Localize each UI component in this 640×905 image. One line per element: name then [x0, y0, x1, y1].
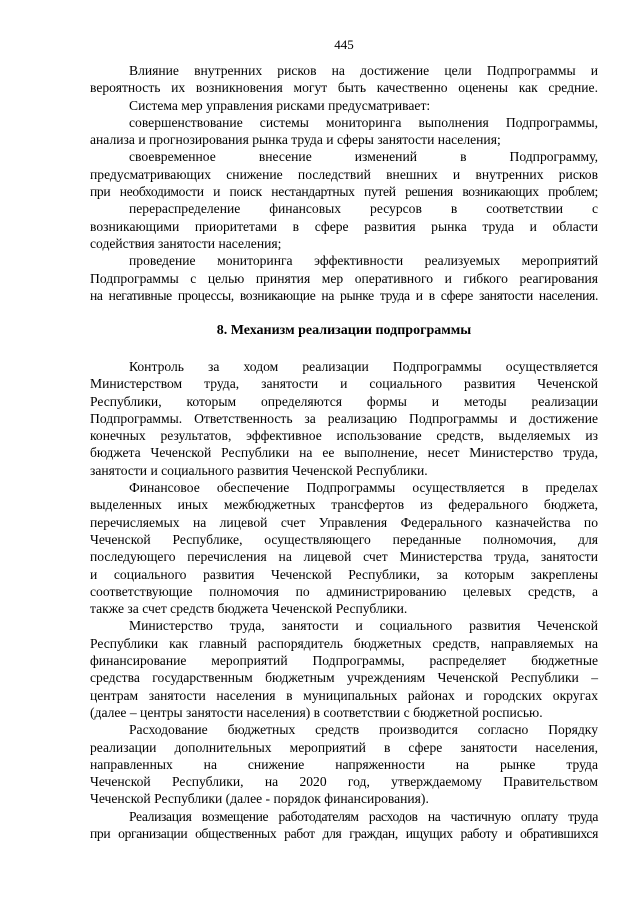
text-line: финансирование мероприятий Подпрограммы, распределяет бюджетные — [90, 653, 598, 669]
page-number: 445 — [334, 37, 354, 52]
text-line: Министерством труда, занятости и социального развития Чеченской — [90, 376, 598, 392]
text-line: анализа и прогнозирования рынка труда и сферы занятости населения; — [90, 132, 501, 148]
text-line: вероятность их возникновения могут быть качественно оценены как средние. — [90, 80, 598, 96]
text-line: направленных на снижение напряженности на рынке труда — [90, 756, 598, 772]
risk-management-section — [90, 62, 598, 304]
text-line: возникающими приоритетами в сфере развития рынка труда и области — [90, 218, 598, 234]
text-line: Влияние внутренних рисков на достижение цели Подпрограммы и — [129, 63, 598, 78]
section-heading: 8. Механизм реализации подпрограммы — [216, 323, 472, 338]
text-line: конечных результатов, эффективное использование средств, выделяемых из — [90, 428, 598, 444]
text-line: содействия занятости населения; — [90, 235, 282, 251]
text-line: Расходование бюджетных средств производится согласно Порядку — [129, 722, 598, 738]
text-line: центрам занятости населения в муниципальных районах и городских округах — [90, 687, 598, 703]
text-line: проведение мониторинга эффективности реализуемых мероприятий — [129, 253, 598, 269]
text-line: реализации дополнительных мероприятий в сфере занятости населения, — [90, 739, 598, 755]
text-line: на негативные процессы, возникающие на рынке труда и в сфере занятости населения. — [90, 287, 598, 303]
text-line: Чеченской Республики, на 2020 год, утверждаемому Правительством — [90, 774, 598, 790]
text-line: Реализация возмещение работодателям расходов на частичную оплату труда — [129, 808, 598, 824]
text-line: занятости и социального развития Чеченской Республики. — [90, 462, 428, 478]
section-heading-block — [90, 322, 598, 339]
text-line: средства государственным бюджетным учреждениям Чеченской Республики – — [90, 670, 598, 686]
text-line: перераспределение финансовых ресурсов в соответствии с — [129, 201, 598, 217]
text-line: Подпрограммы с целью принятия мер оперативного и гибкого реагирования — [90, 270, 598, 286]
text-line: Чеченской Республики (далее - порядок финансирования). — [90, 791, 429, 807]
text-line: Контроль за ходом реализации Подпрограммы осуществляется — [129, 359, 598, 374]
mechanism-section — [90, 358, 598, 842]
text-line: и социального развития Чеченской Республики, за которым закреплены — [90, 566, 598, 582]
text-line: выделенных иных межбюджетных трансфертов из федерального бюджета, — [90, 497, 598, 513]
text-line: Подпрограммы. Ответственность за реализацию Подпрограммы и достижение — [90, 410, 598, 426]
text-line: предусматривающих снижение последствий внешних и внутренних рисков — [90, 166, 598, 182]
text-line: Чеченской Республике, осуществляющего переданные полномочия, для — [90, 531, 598, 547]
text-line: бюджета Чеченской Республики на ее выполнение, несет Министерство труда, — [90, 445, 598, 461]
text-line: (далее – центры занятости населения) в соответствии с бюджетной росписью. — [90, 704, 543, 720]
text-line: Министерство труда, занятости и социального развития Чеченской — [129, 618, 598, 634]
text-line: своевременное внесение изменений в Подпрограмму, — [129, 149, 598, 165]
text-line: перечисляемых на лицевой счет Управления Федерального казначейства по — [90, 514, 598, 530]
text-line: при организации общественных работ для граждан, ищущих работу и обратившихся — [90, 826, 598, 842]
text-line: соответствующие полномочия по администрированию целевых средств, а — [90, 583, 598, 599]
text-line: Республики, которым определяются формы и методы реализации — [90, 393, 598, 409]
text-line: Финансовое обеспечение Подпрограммы осуществляется в пределах — [129, 480, 598, 496]
text-line: последующего перечисления на лицевой счет Министерства труда, занятости — [90, 549, 598, 565]
text-line: Республики как главный распорядитель бюджетных средств, направляемых на — [90, 635, 598, 651]
text-line: также за счет средств бюджета Чеченской Республики. — [90, 601, 408, 617]
text-line: совершенствование системы мониторинга выполнения Подпрограммы, — [129, 114, 598, 130]
text-line: при необходимости и поиск нестандартных путей решения возникающих проблем; — [90, 184, 598, 200]
text-line: Система мер управления рисками предусматривает: — [129, 97, 431, 113]
